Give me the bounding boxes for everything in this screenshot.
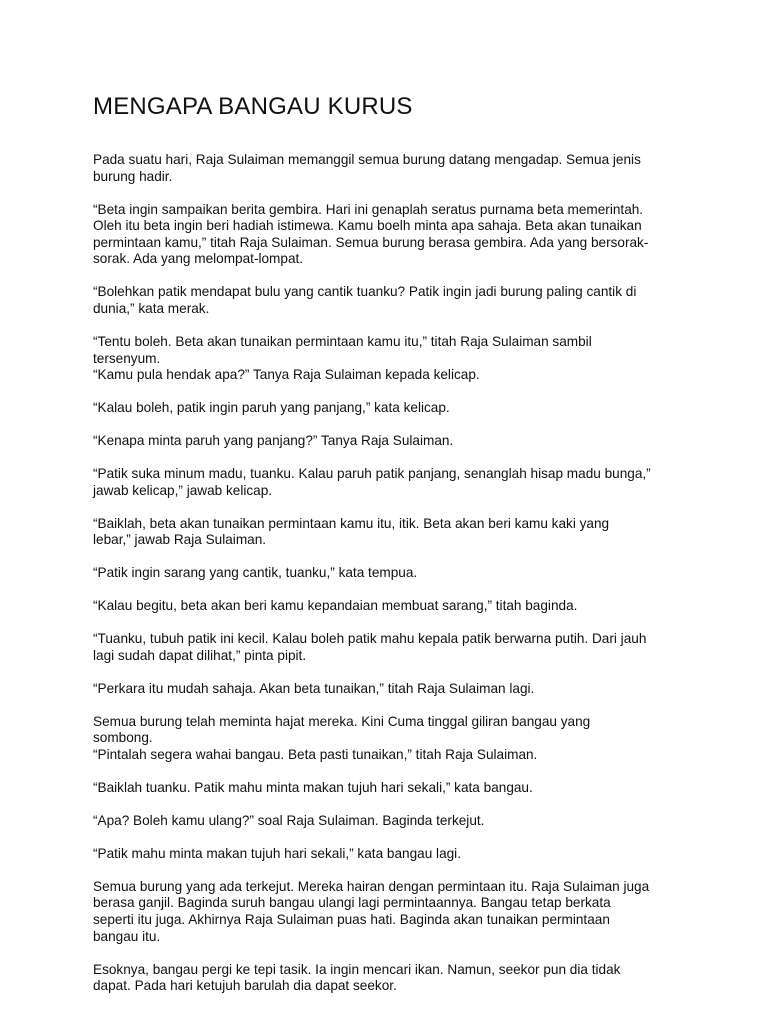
story-paragraph xyxy=(93,516,683,549)
paragraph-line: dunia,” kata merak. xyxy=(93,300,210,316)
paragraph-line: “Kalau begitu, beta akan beri kamu kepandaian membuat sarang,” titah baginda. xyxy=(93,598,578,614)
paragraph-line: “Patik suka minum madu, tuanku. Kalau paruh patik panjang, senanglah hisap madu bunga,” xyxy=(93,466,651,482)
paragraph-line: “Tentu boleh. Beta akan tunaikan permintaan kamu itu,” titah Raja Sulaiman sambil xyxy=(93,333,592,349)
story-paragraph xyxy=(93,681,683,698)
story-body xyxy=(93,152,683,995)
paragraph-line: sorak. Ada yang melompat-lompat. xyxy=(93,251,304,267)
story-paragraph xyxy=(93,433,683,450)
story-paragraph xyxy=(93,813,683,830)
paragraph-line: permintaan kamu,” titah Raja Sulaiman. Semua burung berasa gembira. Ada yang bersorak- xyxy=(93,234,649,250)
paragraph-line: “Pintalah segera wahai bangau. Beta pasti tunaikan,” titah Raja Sulaiman. xyxy=(93,746,538,762)
paragraph-line: seperti itu juga. Akhirnya Raja Sulaiman puas hati. Baginda akan tunaikan permintaan xyxy=(93,912,610,928)
document-title: MENGAPA BANGAU KURUS xyxy=(93,93,413,120)
story-paragraph xyxy=(93,631,683,664)
story-paragraph xyxy=(93,780,683,797)
paragraph-line: lagi sudah dapat dilihat,” pinta pipit. xyxy=(93,647,307,663)
story-paragraph xyxy=(93,466,683,499)
paragraph-line: tersenyum. xyxy=(93,350,161,366)
paragraph-line: berasa ganjil. Baginda suruh bangau ulangi lagi permintaannya. Bangau tetap berkata xyxy=(93,895,611,911)
paragraph-line: “Kalau boleh, patik ingin paruh yang panjang,” kata kelicap. xyxy=(93,400,450,416)
paragraph-line: “Apa? Boleh kamu ulang?” soal Raja Sulaiman. Baginda terkejut. xyxy=(93,812,485,828)
paragraph-line: Esoknya, bangau pergi ke tepi tasik. Ia ingin mencari ikan. Namun, seekor pun dia tidak xyxy=(93,961,621,977)
paragraph-line: jawab kelicap,” jawab kelicap. xyxy=(93,482,273,498)
paragraph-line: Semua burung yang ada terkejut. Mereka hairan dengan permintaan itu. Raja Sulaiman juga xyxy=(93,878,650,894)
paragraph-line: Pada suatu hari, Raja Sulaiman memanggil semua burung datang mengadap. Semua jenis xyxy=(93,152,641,167)
paragraph-line: “Baiklah, beta akan tunaikan permintaan kamu itu, itik. Beta akan beri kamu kaki yang xyxy=(93,515,610,531)
paragraph-line: “Kamu pula hendak apa?” Tanya Raja Sulaiman kepada kelicap. xyxy=(93,367,480,383)
paragraph-line: “Patik mahu minta makan tujuh hari sekali,” kata bangau lagi. xyxy=(93,845,461,861)
story-paragraph xyxy=(93,598,683,615)
paragraph-line: burung hadir. xyxy=(93,168,173,184)
story-paragraph xyxy=(93,962,683,995)
paragraph-line: Semua burung telah meminta hajat mereka. Kini Cuma tinggal giliran bangau yang xyxy=(93,713,591,729)
story-paragraph xyxy=(93,879,683,945)
paragraph-line: “Kenapa minta paruh yang panjang?” Tanya Raja Sulaiman. xyxy=(93,433,454,449)
story-paragraph xyxy=(93,284,683,317)
paragraph-line: “Patik ingin sarang yang cantik, tuanku,” kata tempua. xyxy=(93,565,418,581)
paragraph-line: “Beta ingin sampaikan berita gembira. Hari ini genaplah seratus purnama beta memerintah. xyxy=(93,201,644,217)
paragraph-line: “Perkara itu mudah sahaja. Akan beta tunaikan,” titah Raja Sulaiman lagi. xyxy=(93,680,535,696)
story-paragraph xyxy=(93,400,683,417)
paragraph-line: lebar,” jawab Raja Sulaiman. xyxy=(93,532,267,548)
paragraph-line: “Bolehkan patik mendapat bulu yang cantik tuanku? Patik ingin jadi burung paling cantik di xyxy=(93,284,637,300)
paragraph-line: “Baiklah tuanku. Patik mahu minta makan tujuh hari sekali,” kata bangau. xyxy=(93,779,533,795)
paragraph-line: bangau itu. xyxy=(93,928,161,944)
story-paragraph xyxy=(93,152,683,185)
paragraph-line: “Tuanku, tubuh patik ini kecil. Kalau boleh patik mahu kepala patik berwarna putih. Dari jauh xyxy=(93,631,647,647)
document-page xyxy=(93,92,683,1011)
story-paragraph xyxy=(93,714,683,764)
story-paragraph xyxy=(93,846,683,863)
paragraph-line: sombong. xyxy=(93,730,153,746)
story-paragraph xyxy=(93,202,683,268)
story-paragraph xyxy=(93,565,683,582)
paragraph-line: dapat. Pada hari ketujuh barulah dia dapat seekor. xyxy=(93,978,397,994)
paragraph-line: Oleh itu beta ingin beri hadiah istimewa. Kamu boelh minta apa sahaja. Beta akan tunaikan xyxy=(93,218,642,234)
story-paragraph xyxy=(93,334,683,384)
